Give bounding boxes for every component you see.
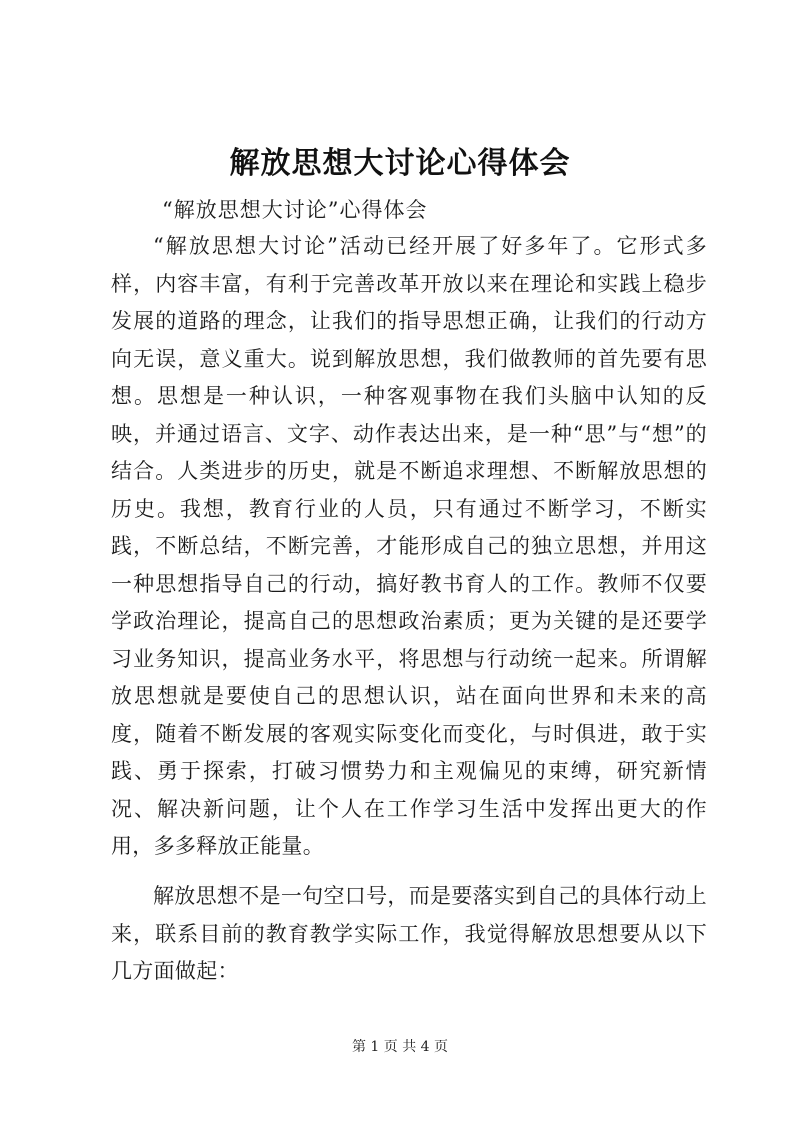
page-number-footer: 第 1 页 共 4 页 <box>351 1039 449 1055</box>
document-title: 解放思想大讨论心得体会 <box>229 146 571 181</box>
body-paragraph: “解放思想大讨论”活动已经开展了好多年了。它形式多样，内容丰富，有利于完善改革开放以来在理论和实践上稳步发展的道路的理念，让我们的指导思想正确，让我们的行动方向无误，意义重大。说到解放思想，我们做教师的首先要有思想。思想是一种认识，一种客观事物在我们头脑中认知的反映，并通过语言、文字、动作表达出来，是一种“思”与“想”的结合。人类进步的历史，就是不断追求理想、不断解放思想的历史。我想，教育行业的人员，只有通过不断学习，不断实践，不断总结，不断完善，才能形成自己的独立思想，并用这一种思想指导自己的行动，搞好教书育人的工作。教师不仅要学政治理论，提高自己的思想政治素质；更为关键的是还要学习业务知识，提高业务水平，将思想与行动统一起来。所谓解放思想就是要使自己的思想认识，站在面向世界和未来的高度，随着不断发展的客观实际变化而变化，与时俱进，敢于实践、勇于探索，打破习惯势力和主观偏见的束缚，研究新情况、解决新问题，让个人在工作学习生活中发挥出更大的作用，多多释放正能量。 <box>111 234 707 858</box>
document-subtitle: “解放思想大讨论”心得体会 <box>162 198 428 222</box>
body-paragraph: 解放思想不是一句空口号，而是要落实到自己的具体行动上来，联系目前的教育教学实际工作，我觉得解放思想要从以下几方面做起： <box>111 884 707 983</box>
